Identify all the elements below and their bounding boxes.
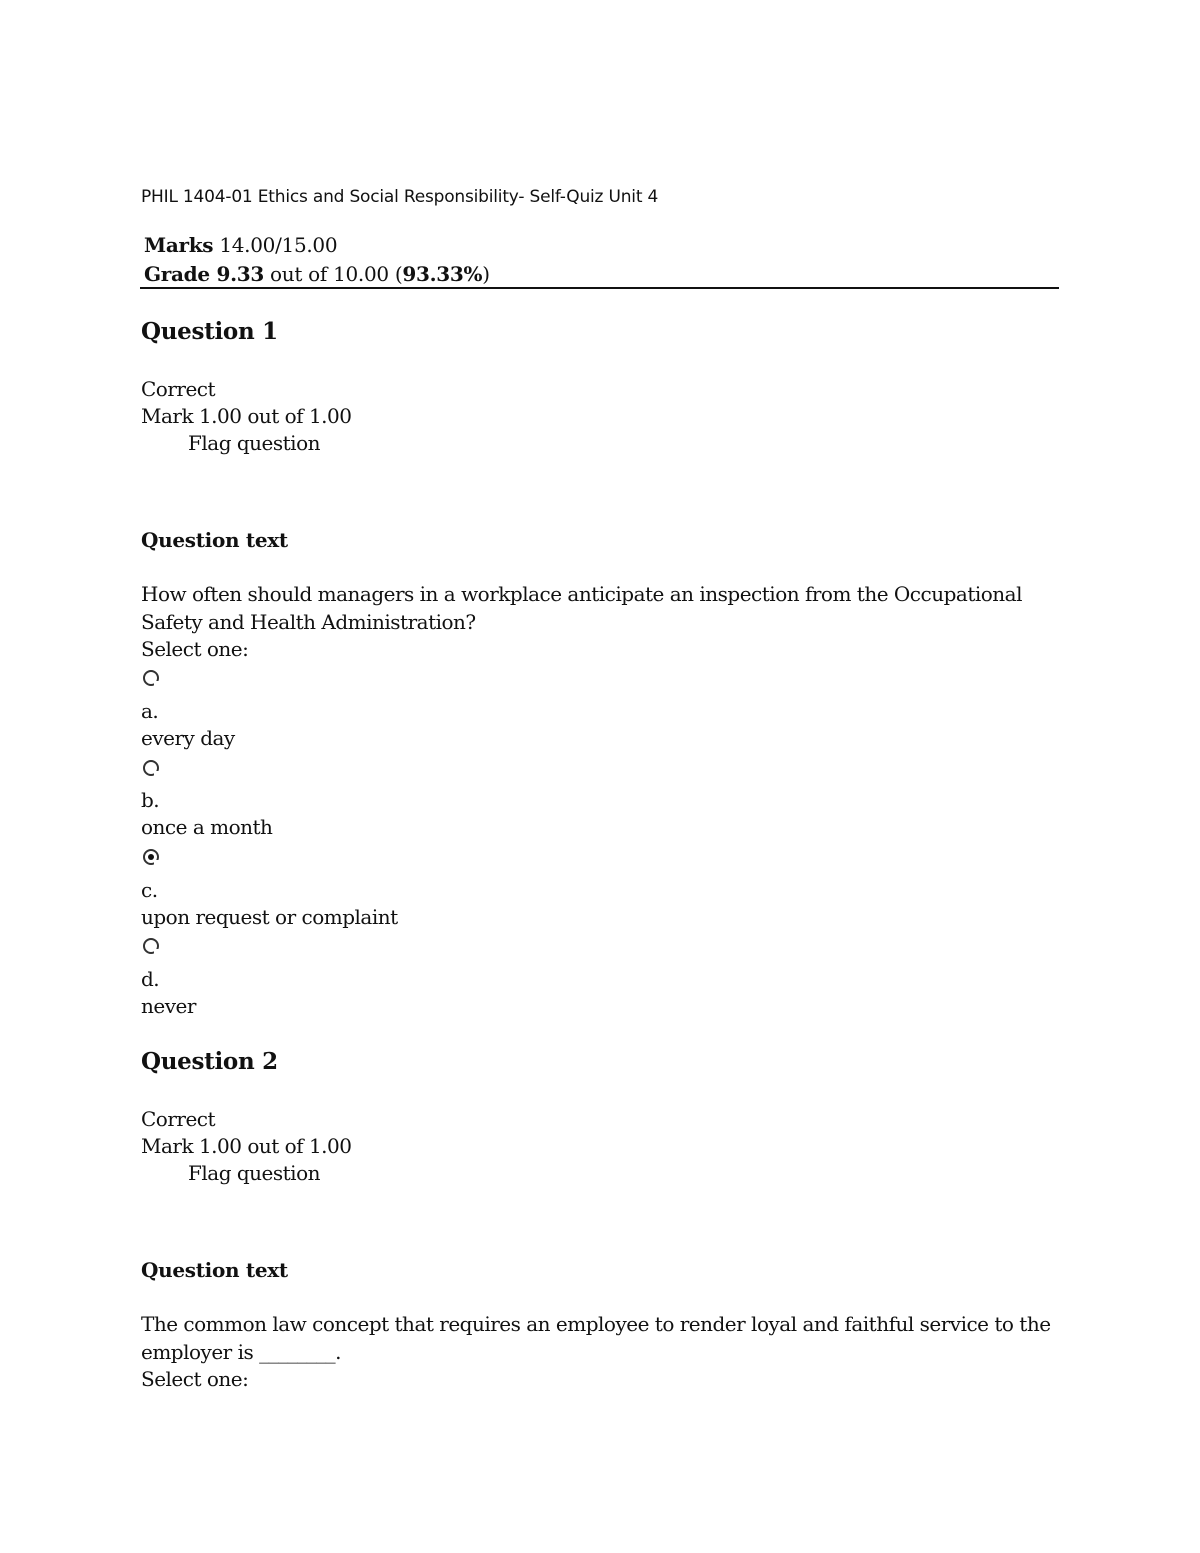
question-2-text-line: employer is ________. — [141, 1340, 341, 1364]
option-b-text: once a month — [141, 815, 273, 839]
grade-value: 9.33 — [216, 262, 264, 286]
option-c-letter: c. — [141, 878, 158, 902]
grade-close: ) — [482, 262, 490, 286]
option-b-letter: b. — [141, 788, 160, 812]
question-2-select-label: Select one: — [141, 1367, 249, 1391]
marks-label: Marks — [144, 233, 214, 257]
option-c-radio-selected[interactable] — [143, 849, 159, 865]
summary-divider — [140, 287, 1059, 289]
question-2-text-heading: Question text — [141, 1258, 288, 1282]
question-2-mark: Mark 1.00 out of 1.00 — [141, 1134, 352, 1158]
marks-value: 14.00/15.00 — [219, 233, 338, 257]
question-1-mark: Mark 1.00 out of 1.00 — [141, 404, 352, 428]
question-1-heading: Question 1 — [141, 318, 278, 345]
document-title: PHIL 1404-01 Ethics and Social Responsibility- Self-Quiz Unit 4 — [141, 187, 659, 207]
option-a-text: every day — [141, 726, 235, 750]
question-1-select-label: Select one: — [141, 637, 249, 661]
radio-selected-dot — [148, 854, 154, 860]
quiz-summary — [144, 233, 1058, 291]
question-1-text-line: How often should managers in a workplace anticipate an inspection from the Occupational — [141, 582, 1022, 606]
marks-row — [144, 233, 1058, 262]
question-2-flag-link[interactable]: Flag question — [188, 1161, 320, 1185]
option-d-text: never — [141, 994, 196, 1018]
question-1-text-heading: Question text — [141, 528, 288, 552]
option-a-radio[interactable] — [143, 670, 159, 686]
option-b-radio[interactable] — [143, 760, 159, 776]
question-1-text-line: Safety and Health Administration? — [141, 610, 476, 634]
grade-percent: 93.33% — [402, 262, 483, 286]
question-2-text-line: The common law concept that requires an employee to render loyal and faithful service to the — [141, 1312, 1051, 1336]
option-a-letter: a. — [141, 699, 159, 723]
question-2-status: Correct — [141, 1107, 216, 1131]
option-d-letter: d. — [141, 967, 160, 991]
grade-out-of: out of 10.00 ( — [270, 262, 403, 286]
question-1-status: Correct — [141, 377, 216, 401]
grade-label: Grade — [144, 262, 210, 286]
question-2-heading: Question 2 — [141, 1048, 278, 1075]
question-1-flag-link[interactable]: Flag question — [188, 431, 320, 455]
option-d-radio[interactable] — [143, 938, 159, 954]
option-c-text: upon request or complaint — [141, 905, 398, 929]
